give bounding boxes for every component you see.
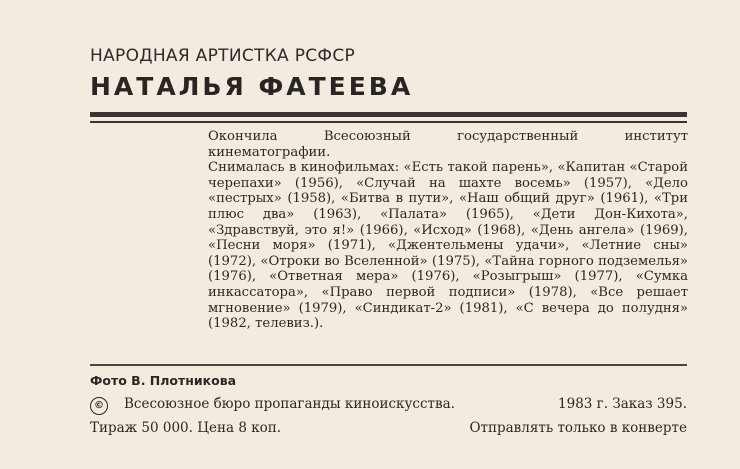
divider-thick xyxy=(90,112,687,117)
print-run-price: Тираж 50 000. Цена 8 коп. xyxy=(90,420,282,436)
copyright-icon: © xyxy=(90,397,108,415)
order-info: 1983 г. Заказ 395. xyxy=(558,396,687,412)
divider-thin xyxy=(90,121,687,123)
biography-text xyxy=(208,129,688,332)
honorary-title: НАРОДНАЯ АРТИСТКА РСФСР xyxy=(90,46,356,66)
filmography-paragraph: Снималась в кинофильмах: «Есть такой парень», «Капитан «Старой черепахи» (1956), «Случай на шахте восемь» (1957), «Дело «пестрых» (1958), «Битва в пути», «Наш общий друг» (1961), «Три плюс два» (1963), «Палата» (1965), «Дети Дон-Кихота», «Здравствуй, это я!» (1966), «Исход» (1968), «День ангела» (1969), «Песни моря» (1971), «Джентельмены удачи», «Летние сны» (1972), «Отроки во Вселенной» (1975), «Тайна горного подземелья» (1976), «Ответная мера» (1976), «Розыгрыш» (1977), «Сумка инкассатора», «Право первой подписи» (1978), «Все решает мгновение» (1979), «Синдикат-2» (1981), «С вечера до полудня» (1982, телевиз.). xyxy=(208,160,688,332)
print-info-row xyxy=(90,420,687,436)
publisher-row xyxy=(90,396,687,415)
publisher-name: Всесоюзное бюро пропаганды киноискусства. xyxy=(124,396,455,412)
mail-instruction: Отправлять только в конверте xyxy=(469,420,687,436)
divider-bottom xyxy=(90,364,687,366)
actress-name: НАТАЛЬЯ ФАТЕЕВА xyxy=(90,72,414,101)
photo-credit: Фото В. Плотникова xyxy=(90,373,237,388)
education-paragraph: Окончила Всесоюзный государственный институт кинематографии. xyxy=(208,129,688,160)
